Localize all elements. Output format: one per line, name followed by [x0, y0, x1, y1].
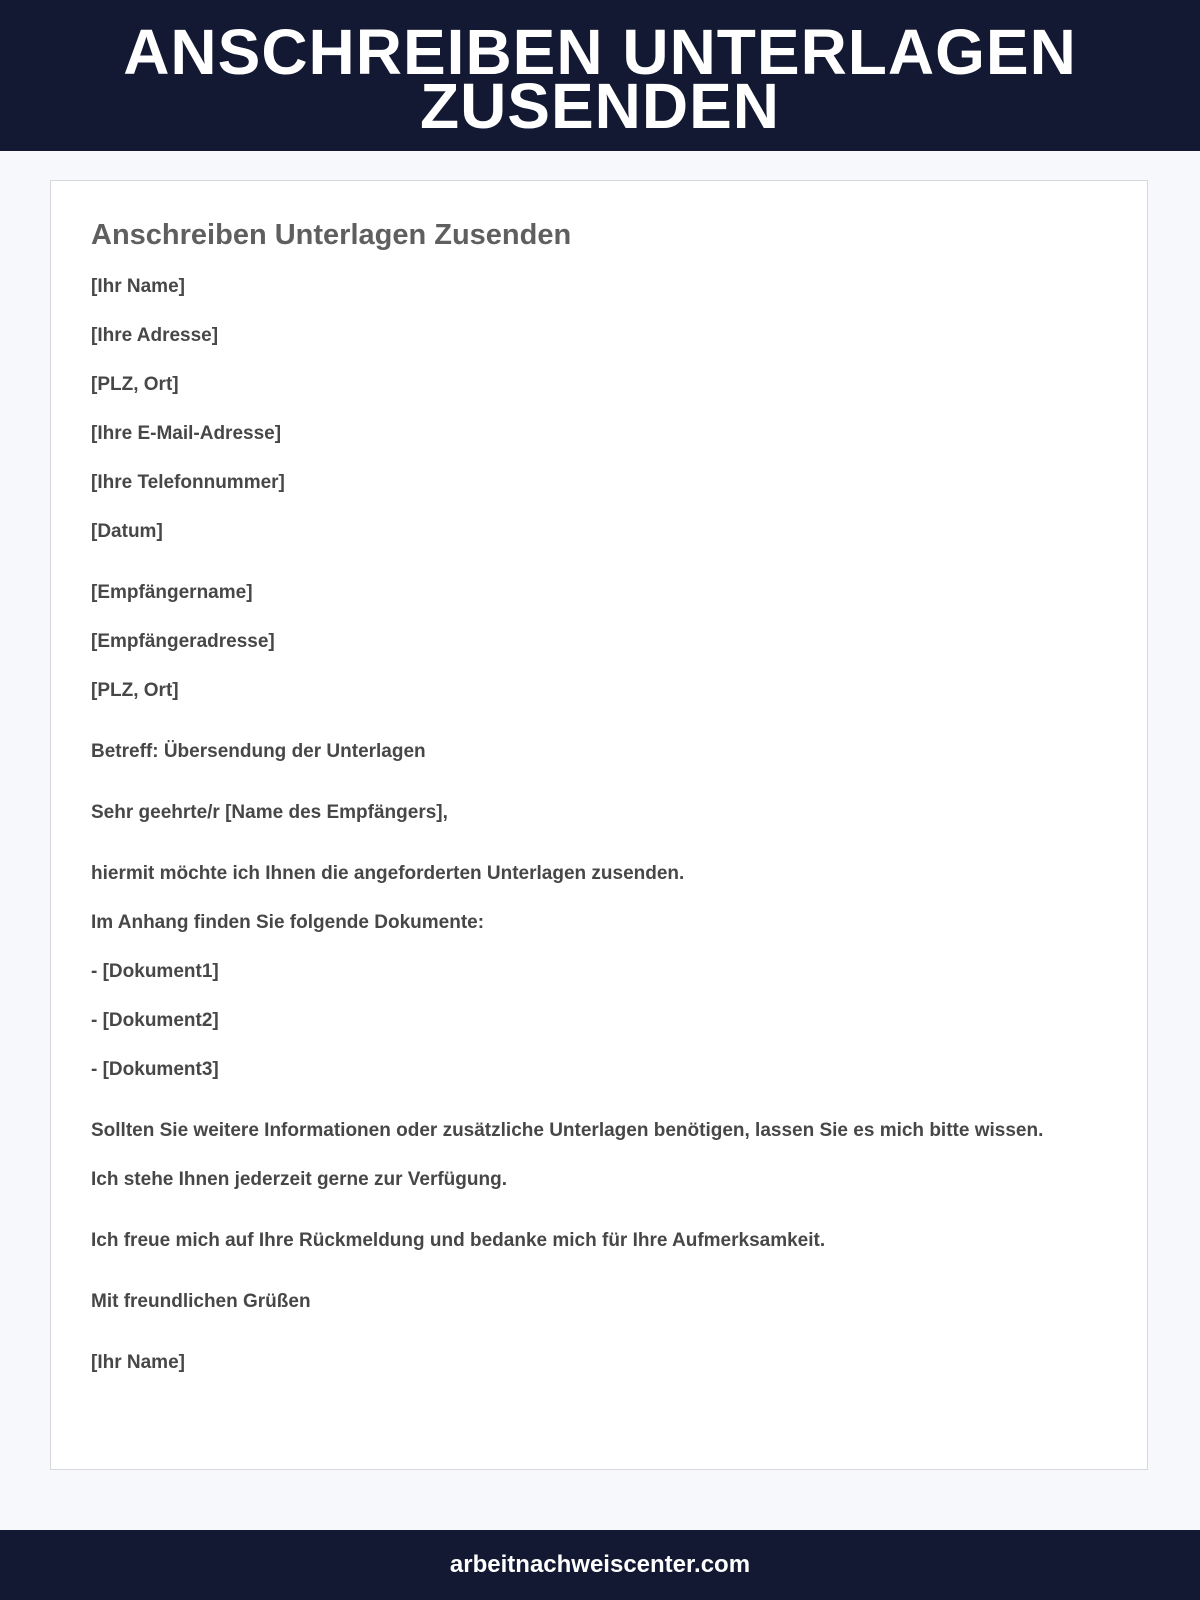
document-list-item: - [Dokument1]	[91, 961, 219, 982]
letter-heading: Anschreiben Unterlagen Zusenden	[91, 219, 572, 251]
closing-text: Mit freundlichen Grüßen	[91, 1291, 311, 1312]
signature-name: [Ihr Name]	[91, 1352, 185, 1373]
recipient-city: [PLZ, Ort]	[91, 680, 179, 701]
sender-city: [PLZ, Ort]	[91, 374, 179, 395]
attachments-intro: Im Anhang finden Sie folgende Dokumente:	[91, 912, 485, 933]
document-list-item: - [Dokument3]	[91, 1059, 219, 1080]
letter-card	[50, 180, 1148, 1470]
further-info-text: Sollten Sie weitere Informationen oder zusätzliche Unterlagen benötigen, lassen Sie es mich bitte wissen.	[91, 1120, 1044, 1141]
recipient-name: [Empfängername]	[91, 582, 253, 603]
sender-address: [Ihre Adresse]	[91, 325, 219, 346]
letter-date: [Datum]	[91, 521, 163, 542]
sender-email: [Ihre E-Mail-Adresse]	[91, 423, 282, 444]
availability-text: Ich stehe Ihnen jederzeit gerne zur Verfügung.	[91, 1169, 507, 1190]
thanks-text: Ich freue mich auf Ihre Rückmeldung und bedanke mich für Ihre Aufmerksamkeit.	[91, 1230, 826, 1251]
sender-phone: [Ihre Telefonnummer]	[91, 472, 285, 493]
sender-name: [Ihr Name]	[91, 276, 185, 297]
document-list-item: - [Dokument2]	[91, 1010, 219, 1031]
footer-site-link[interactable]: arbeitnachweiscenter.com	[449, 1551, 751, 1578]
recipient-address: [Empfängeradresse]	[91, 631, 275, 652]
letter-subject: Betreff: Übersendung der Unterlagen	[91, 741, 426, 762]
letter-salutation: Sehr geehrte/r [Name des Empfängers],	[91, 802, 448, 823]
page-footer	[0, 1530, 1200, 1600]
letter-intro: hiermit möchte ich Ihnen die angeforderten Unterlagen zusenden.	[91, 863, 685, 884]
page-header	[0, 0, 1200, 151]
page-title: ANSCHREIBEN UNTERLAGEN ZUSENDEN	[123, 16, 1077, 142]
